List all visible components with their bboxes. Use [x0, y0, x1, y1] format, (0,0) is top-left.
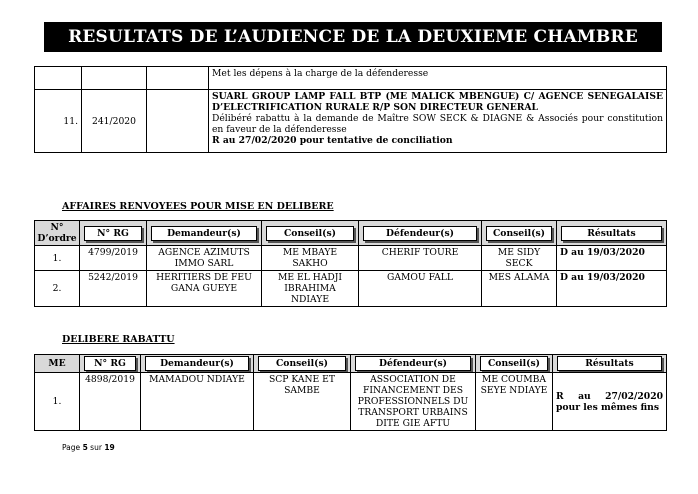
case-number: 11. — [35, 90, 82, 153]
footer-page-label: Page — [62, 443, 81, 452]
table-header-row — [35, 221, 667, 246]
footer-separator: sur — [90, 443, 102, 452]
col-header: Demandeur(s) — [147, 221, 262, 246]
col-header: Conseil(s) — [262, 221, 359, 246]
page-banner-title: RESULTATS DE L’AUDIENCE DE LA DEUXIEME CHAMBRE — [44, 22, 662, 52]
table-row — [35, 67, 667, 90]
section-title-rabattu: DELIBERE RABATTU — [62, 334, 175, 345]
table-row: 1. 4799/2019 AGENCE AZIMUTS IMMO SARL ME MBAYE SAKHO CHERIF TOURE ME SIDY SECK D au 19/03/2020 — [35, 246, 667, 271]
col-header: Conseil(s) — [254, 355, 351, 373]
table-row — [35, 90, 667, 153]
col-header: Conseil(s) — [476, 355, 553, 373]
top-case-table — [34, 66, 667, 153]
col-header: Demandeur(s) — [141, 355, 254, 373]
col-header: N° RG — [80, 355, 141, 373]
case-title: SUARL GROUP LAMP FALL BTP (ME MALICK MBENGUE) C/ AGENCE SENEGALAISE D’ELECTRIFICATION RURALE R/P SON DIRECTEUR GENERAL — [212, 91, 663, 113]
rabattu-table — [34, 354, 667, 431]
case-rg: 241/2020 — [82, 90, 147, 153]
footer-page-number: 5 — [82, 443, 88, 452]
case-result: R au 27/02/2020 pour tentative de conciliation — [212, 135, 453, 146]
case-description: Délibéré rabattu à la demande de Maître SOW SECK & DIAGNE & Associés pour constitution en faveur de la défenderesse — [212, 113, 663, 135]
page-footer — [62, 443, 115, 452]
col-header: Conseil(s) — [482, 221, 557, 246]
case-text: Met les dépens à la charge de la défenderesse — [209, 67, 667, 90]
table-header-row — [35, 355, 667, 373]
footer-page-total: 19 — [104, 443, 115, 452]
col-header: N° RG — [80, 221, 147, 246]
col-header: Défendeur(s) — [359, 221, 482, 246]
table-row: 1. 4898/2019 MAMADOU NDIAYE SCP KANE ET SAMBE ASSOCIATION DE FINANCEMENT DES PROFESSIONNELS DU TRANSPORT URBAINS DITE GIE AFTU ME COUMBA SEYE NDIAYE R au 27/02/2020 pour les mêmes fins — [35, 373, 667, 431]
renvoyees-table — [34, 220, 667, 307]
col-header: Défendeur(s) — [351, 355, 476, 373]
case-detail — [209, 90, 667, 153]
table-row: 2. 5242/2019 HERITIERS DE FEU GANA GUEYE ME EL HADJI IBRAHIMA NDIAYE GAMOU FALL MES ALAMA D au 19/03/2020 — [35, 271, 667, 307]
col-header: Résultats — [557, 221, 667, 246]
col-header: Résultats — [553, 355, 667, 373]
col-header: ME — [35, 355, 80, 373]
section-title-renvoyees: AFFAIRES RENVOYEES POUR MISE EN DELIBERE — [62, 201, 334, 212]
col-header: N° D’ordre — [35, 221, 80, 246]
